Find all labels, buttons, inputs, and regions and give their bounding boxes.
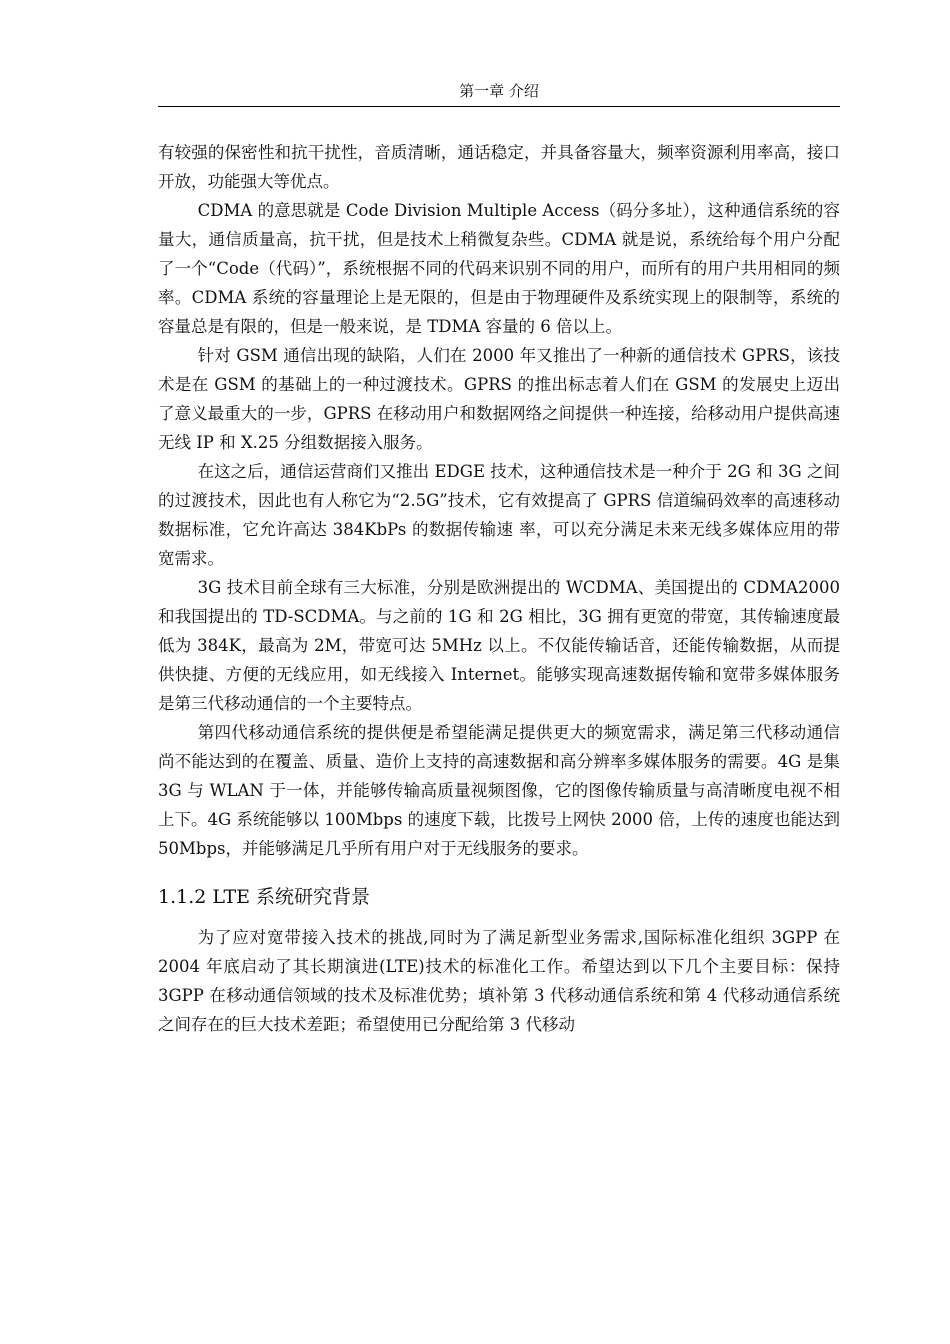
paragraph-continuation: 有较强的保密性和抗干扰性，音质清晰，通话稳定，并具备容量大，频率资源利用率高，接口开放，功能强大等优点。 (158, 143, 840, 191)
page-body (158, 138, 840, 1039)
paragraph-4g: 第四代移动通信系统的提供便是希望能满足提供更大的频宽需求，满足第三代移动通信尚不能达到的在覆盖、质量、造价上支持的高速数据和高分辨率多媒体服务的需要。4G 是集 3G 与 WLAN 于一体，并能够传输高质量视频图像，它的图像传输质量与高清晰度电视不相上下。4G 系统能够以 100Mbps 的速度下载，比拨号上网快 2000 倍，上传的速度也能达到 50Mbps，并能够满足几乎所有用户对于无线服务的要求。 (158, 723, 840, 858)
paragraph-gprs: 针对 GSM 通信出现的缺陷，人们在 2000 年又推出了一种新的通信技术 GPRS，该技术是在 GSM 的基础上的一种过渡技术。GPRS 的推出标志着人们在 GSM 的发展史上迈出了意义最重大的一步，GPRS 在移动用户和数据网络之间提供一种连接，给移动用户提供高速无线 IP 和 X.25 分组数据接入服务。 (158, 346, 840, 452)
paragraph-edge: 在这之后，通信运营商们又推出 EDGE 技术，这种通信技术是一种介于 2G 和 3G 之间的过渡技术，因此也有人称它为“2.5G”技术，它有效提高了 GPRS 信道编码效率的高速移动数据标准，它允许高达 384KbPs 的数据传输速 率，可以充分满足未来无线多媒体应用的带宽需求。 (158, 462, 840, 568)
header-rule (158, 106, 840, 107)
section-heading: 1.1.2 LTE 系统研究背景 (158, 886, 371, 908)
paragraph-cdma: CDMA 的意思就是 Code Division Multiple Access（码分多址），这种通信系统的容量大，通信质量高，抗干扰，但是技术上稍微复杂些。CDMA 就是说，系统给每个用户分配了一个“Code（代码）”，系统根据不同的代码来识别不同的用户，而所有的用户共用相同的频率。CDMA 系统的容量理论上是无限的，但是由于物理硬件及系统实现上的限制等，系统的容量总是有限的，但是一般来说，是 TDMA 容量的 6 倍以上。 (158, 201, 840, 336)
paragraph-lte: 为了应对宽带接入技术的挑战,同时为了满足新型业务需求,国际标准化组织 3GPP 在 2004 年底启动了其长期演进(LTE)技术的标准化工作。希望达到以下几个主要目标：保持 3GPP 在移动通信领域的技术及标准优势；填补第 3 代移动通信系统和第 4 代移动通信系统之间存在的巨大技术差距；希望使用已分配给第 3 代移动 (158, 928, 840, 1034)
paragraph-3g: 3G 技术目前全球有三大标准，分别是欧洲提出的 WCDMA、美国提出的 CDMA2000 和我国提出的 TD-SCDMA。与之前的 1G 和 2G 相比，3G 拥有更宽的带宽，其传输速度最低为 384K，最高为 2M，带宽可达 5MHz 以上。不仅能传输话音，还能传输数据，从而提供快捷、方便的无线应用，如无线接入 Internet。能够实现高速数据传输和宽带多媒体服务是第三代移动通信的一个主要特点。 (158, 578, 840, 713)
running-header: 第一章 介绍 (459, 82, 539, 100)
